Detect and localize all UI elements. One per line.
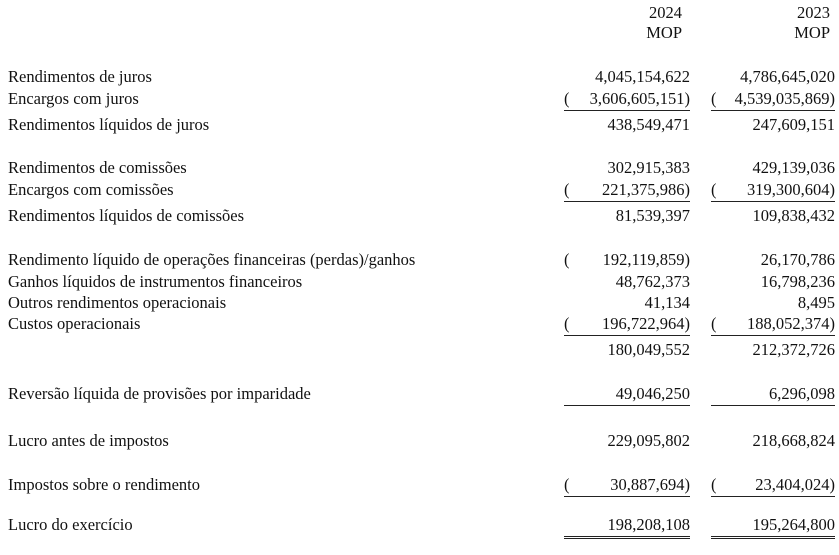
amount: 196,722,964): [602, 314, 690, 333]
value-2024: [564, 179, 690, 202]
amount: 180,049,552: [607, 340, 690, 359]
value-2024: [564, 114, 690, 136]
amount: 8,495: [797, 293, 835, 312]
value-2023: [711, 249, 835, 271]
negative-paren: (: [564, 250, 570, 269]
value-2024: [564, 157, 690, 179]
table-row: [0, 249, 839, 271]
table-row: [0, 292, 839, 314]
value-2024: [564, 430, 690, 452]
negative-paren: (: [564, 89, 570, 108]
value-2024: [564, 474, 690, 497]
header-year-2023: 2023: [797, 3, 830, 22]
row-label: Outros rendimentos operacionais: [8, 293, 227, 312]
row-label: Reversão líquida de provisões por imparidade: [8, 384, 311, 403]
row-label: Rendimento líquido de operações financeiras (perdas)/ganhos: [8, 250, 416, 269]
amount: 221,375,986): [602, 180, 690, 199]
negative-paren: (: [711, 314, 717, 333]
amount: 188,052,374): [747, 314, 835, 333]
negative-paren: (: [711, 475, 717, 494]
table-row: [0, 66, 839, 88]
negative-paren: (: [564, 475, 570, 494]
value-2023: [711, 514, 835, 539]
amount: 229,095,802: [607, 431, 690, 450]
table-row: [0, 514, 839, 536]
value-2023: [711, 179, 835, 202]
value-2023: [711, 157, 835, 179]
row-label: Impostos sobre o rendimento: [8, 475, 201, 494]
value-2023: [711, 66, 835, 88]
amount: 192,119,859): [602, 250, 690, 269]
value-2023: [711, 292, 835, 314]
value-2024: [564, 292, 690, 314]
header-year-2024: 2024: [649, 3, 682, 22]
table-row: [0, 271, 839, 293]
row-label: Ganhos líquidos de instrumentos financeiros: [8, 272, 303, 291]
value-2023: [711, 88, 835, 111]
table-row: [0, 383, 839, 405]
table-row: [0, 313, 839, 335]
row-label: Rendimentos de juros: [8, 67, 152, 86]
value-2023: [711, 313, 835, 336]
table-row: [0, 430, 839, 452]
value-2023: [711, 430, 835, 452]
row-label: Rendimentos líquidos de comissões: [8, 206, 245, 225]
amount: 4,539,035,869): [734, 89, 835, 108]
value-2024: [564, 88, 690, 111]
header-currency-2024: MOP: [646, 23, 682, 42]
amount: 41,134: [644, 293, 690, 312]
amount: 6,296,098: [769, 384, 835, 403]
amount: 302,915,383: [607, 158, 690, 177]
row-label: Lucro do exercício: [8, 515, 133, 534]
amount: 49,046,250: [615, 384, 690, 403]
negative-paren: (: [711, 89, 717, 108]
amount: 23,404,024): [755, 475, 835, 494]
amount: 198,208,108: [607, 515, 690, 534]
table-row: [0, 114, 839, 136]
amount: 218,668,824: [752, 431, 835, 450]
value-2024: [564, 271, 690, 293]
amount: 4,786,645,020: [740, 67, 835, 86]
value-2023: [711, 114, 835, 136]
table-row: [0, 88, 839, 110]
table-row: [0, 205, 839, 227]
amount: 81,539,397: [615, 206, 690, 225]
amount: 429,139,036: [752, 158, 835, 177]
value-2024: [564, 514, 690, 539]
amount: 438,549,471: [607, 115, 690, 134]
amount: 212,372,726: [752, 340, 835, 359]
amount: 319,300,604): [747, 180, 835, 199]
amount: 16,798,236: [760, 272, 835, 291]
value-2023: [711, 205, 835, 227]
amount: 4,045,154,622: [595, 67, 690, 86]
table-row: [0, 157, 839, 179]
header-currency-2023: MOP: [794, 23, 830, 42]
value-2024: [564, 249, 690, 271]
row-label: Encargos com comissões: [8, 180, 174, 199]
amount: 195,264,800: [752, 515, 835, 534]
amount: 30,887,694): [610, 475, 690, 494]
row-label: Rendimentos líquidos de juros: [8, 115, 210, 134]
value-2024: [564, 66, 690, 88]
value-2024: [564, 205, 690, 227]
amount: 26,170,786: [760, 250, 835, 269]
table-row: [0, 474, 839, 496]
table-row: [0, 339, 839, 361]
value-2024: [564, 313, 690, 336]
value-2024: [564, 383, 690, 406]
row-label: Custos operacionais: [8, 314, 141, 333]
amount: 48,762,373: [615, 272, 690, 291]
value-2023: [711, 383, 835, 406]
negative-paren: (: [711, 180, 717, 199]
row-label: Rendimentos de comissões: [8, 158, 187, 177]
value-2024: [564, 339, 690, 361]
value-2023: [711, 271, 835, 293]
row-label: Lucro antes de impostos: [8, 431, 169, 450]
value-2023: [711, 474, 835, 497]
amount: 109,838,432: [752, 206, 835, 225]
amount: 247,609,151: [752, 115, 835, 134]
row-label: Encargos com juros: [8, 89, 139, 108]
amount: 3,606,605,151): [589, 89, 690, 108]
negative-paren: (: [564, 180, 570, 199]
table-row: [0, 179, 839, 201]
value-2023: [711, 339, 835, 361]
negative-paren: (: [564, 314, 570, 333]
